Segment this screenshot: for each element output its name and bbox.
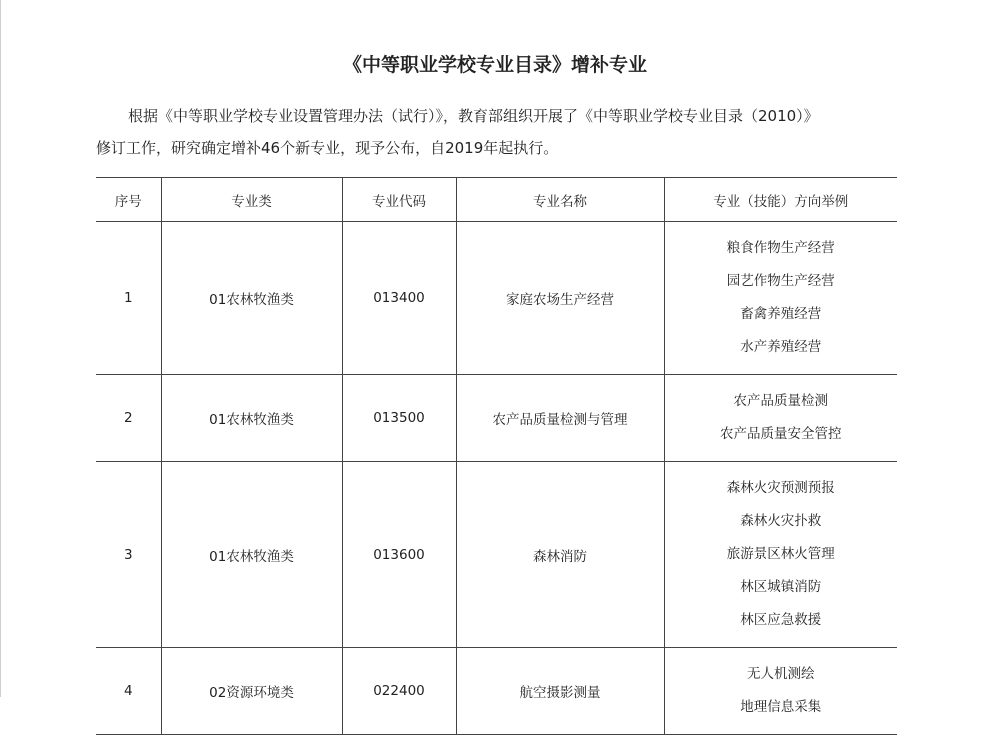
direction-item: 水产养殖经营 [740,339,822,355]
table-row [96,222,897,375]
cell-directions [664,222,897,375]
cell-no: 4 [96,648,161,735]
page-left-border [0,0,1,697]
intro-line-1 [96,100,896,132]
cell-no: 1 [96,222,161,375]
cell-code: 013500 [342,375,456,462]
cell-directions [664,648,897,735]
header-code: 专业代码 [342,178,456,222]
cell-directions [664,375,897,462]
direction-item: 园艺作物生产经营 [726,273,835,289]
cell-code: 022400 [342,648,456,735]
cell-directions [664,462,897,648]
table-row [96,648,897,735]
direction-item: 林区应急救援 [740,612,822,628]
document-title: 《中等职业学校专业目录》增补专业 [342,54,647,76]
table-header-row [96,178,897,222]
direction-item: 粮食作物生产经营 [726,240,835,256]
direction-item: 旅游景区林火管理 [726,546,835,562]
cell-category: 01农林牧渔类 [161,462,342,648]
cell-code: 013600 [342,462,456,648]
intro-paragraph [96,100,896,164]
direction-item: 农产品质量检测 [733,393,828,409]
direction-item: 地理信息采集 [740,699,822,715]
header-category: 专业类 [161,178,342,222]
direction-item: 畜禽养殖经营 [740,306,822,322]
direction-item: 林区城镇消防 [740,579,822,595]
table-row [96,462,897,648]
table-row [96,375,897,462]
header-no: 序号 [96,178,161,222]
intro-line-2: 修订工作，研究确定增补46个新专业，现予公布，自2019年起执行。 [96,139,559,157]
cell-name: 航空摄影测量 [456,648,664,735]
cell-name: 家庭农场生产经营 [456,222,664,375]
intro-line-1-text: 根据《中等职业学校专业设置管理办法（试行）》，教育部组织开展了《中等职业学校专业目录（2010）》 [128,107,819,125]
direction-item: 无人机测绘 [747,666,815,682]
direction-item: 森林火灾扑救 [740,513,822,529]
cell-category: 01农林牧渔类 [161,375,342,462]
cell-category: 02资源环境类 [161,648,342,735]
cell-name: 森林消防 [456,462,664,648]
direction-item: 农产品质量安全管控 [720,426,842,442]
cell-no: 2 [96,375,161,462]
header-name: 专业名称 [456,178,664,222]
cell-no: 3 [96,462,161,648]
cell-category: 01农林牧渔类 [161,222,342,375]
cell-name: 农产品质量检测与管理 [456,375,664,462]
header-directions: 专业（技能）方向举例 [664,178,897,222]
cell-code: 013400 [342,222,456,375]
direction-item: 森林火灾预测预报 [726,480,835,496]
majors-table [96,177,897,735]
